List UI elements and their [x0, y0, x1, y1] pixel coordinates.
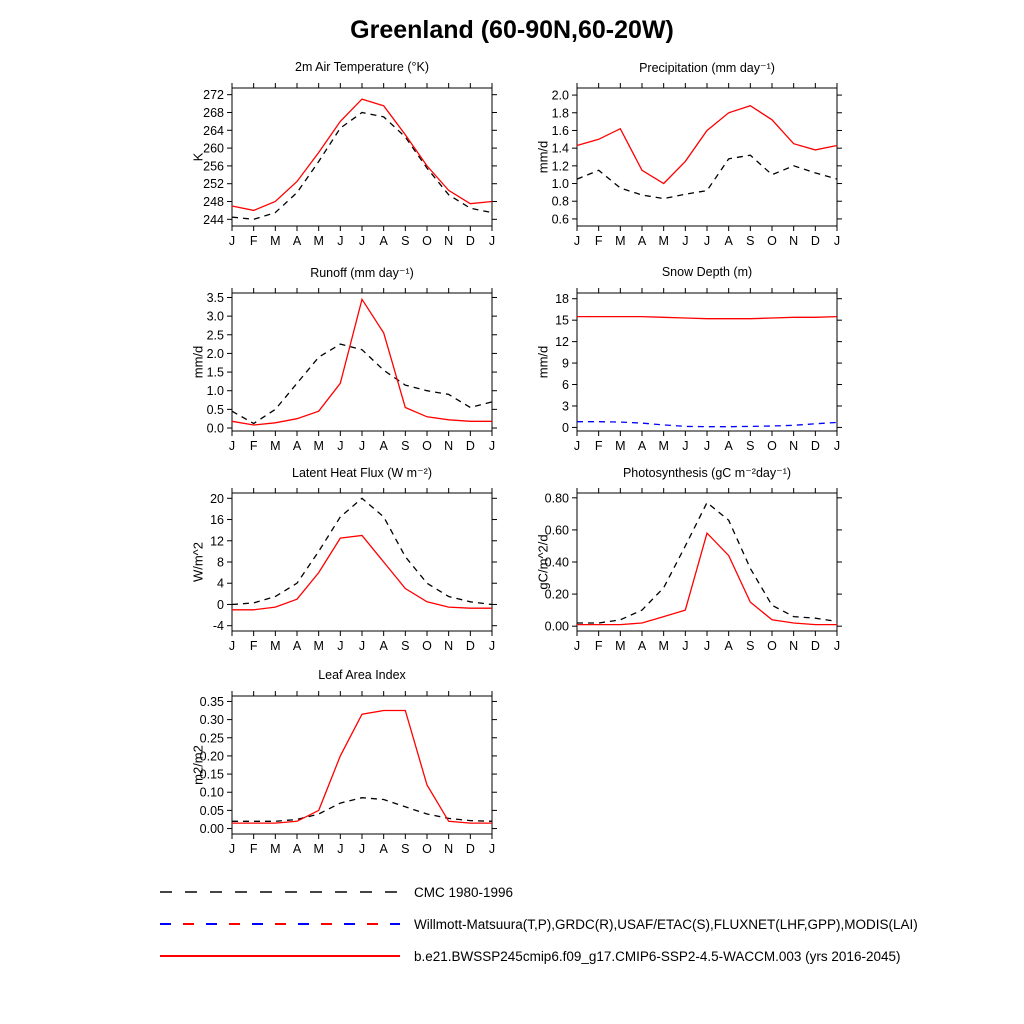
svg-text:A: A [292, 639, 302, 653]
svg-text:0.05: 0.05 [199, 803, 224, 818]
svg-text:F: F [594, 639, 603, 653]
svg-text:J: J [228, 439, 236, 453]
svg-text:M: M [313, 639, 324, 653]
svg-text:1.4: 1.4 [551, 141, 569, 156]
svg-text:264: 264 [203, 123, 224, 138]
y-axis-label: K [190, 152, 206, 162]
panel-photosynthesis [527, 465, 857, 665]
svg-text:M: M [270, 842, 281, 856]
svg-text:A: A [724, 439, 733, 453]
svg-text:J: J [228, 842, 236, 856]
svg-text:F: F [249, 639, 258, 653]
svg-text:A: A [724, 234, 733, 248]
legend-line-sample [160, 923, 400, 925]
svg-text:8: 8 [217, 555, 224, 570]
svg-text:0.8: 0.8 [551, 194, 569, 209]
svg-text:M: M [615, 439, 626, 453]
svg-text:J: J [573, 439, 581, 453]
y-axis-label: mm/d [190, 345, 206, 379]
legend-item-observations [160, 908, 918, 940]
svg-text:J: J [682, 639, 689, 653]
svg-text:J: J [833, 234, 841, 248]
svg-text:A: A [292, 439, 302, 453]
svg-text:0.30: 0.30 [199, 713, 224, 728]
svg-text:O: O [767, 639, 777, 653]
svg-text:0.35: 0.35 [199, 694, 224, 709]
chart-title: Latent Heat Flux (W m⁻²) [292, 466, 432, 480]
svg-text:J: J [358, 842, 366, 856]
svg-text:3: 3 [562, 399, 569, 414]
svg-text:A: A [379, 842, 388, 856]
plot-latent-heat-flux [182, 485, 502, 660]
svg-text:-4: -4 [212, 619, 224, 634]
svg-text:6: 6 [562, 378, 569, 393]
svg-text:0.10: 0.10 [199, 785, 224, 800]
chart-title: Runoff (mm day⁻¹) [310, 266, 414, 280]
legend-label: Willmott-Matsuura(T,P),GRDC(R),USAF/ETAC(S),FLUXNET(LHF,GPP),MODIS(LAI) [414, 916, 918, 932]
legend-label: b.e21.BWSSP245cmip6.f09_g17.CMIP6-SSP2-4.5-WACCM.003 (yrs 2016-2045) [414, 948, 901, 964]
svg-text:J: J [833, 639, 841, 653]
y-axis-label: m2/m2 [190, 745, 206, 785]
svg-text:J: J [337, 234, 344, 248]
svg-text:0.00: 0.00 [544, 619, 569, 634]
svg-text:0: 0 [562, 420, 569, 435]
svg-text:0.80: 0.80 [544, 491, 569, 506]
svg-text:F: F [594, 439, 603, 453]
svg-text:2.0: 2.0 [551, 88, 569, 103]
svg-text:J: J [833, 439, 841, 453]
svg-text:J: J [682, 234, 689, 248]
svg-text:M: M [270, 639, 281, 653]
svg-text:J: J [573, 639, 581, 653]
svg-text:N: N [789, 439, 799, 453]
plot-precipitation [527, 80, 847, 255]
svg-text:O: O [422, 639, 432, 653]
svg-text:J: J [337, 842, 344, 856]
svg-text:O: O [422, 234, 432, 248]
svg-text:J: J [682, 439, 689, 453]
svg-text:J: J [228, 234, 236, 248]
svg-text:256: 256 [203, 159, 224, 174]
svg-text:252: 252 [203, 177, 224, 192]
svg-text:D: D [810, 234, 820, 248]
svg-text:M: M [658, 639, 669, 653]
svg-text:O: O [422, 842, 432, 856]
svg-text:M: M [270, 234, 281, 248]
svg-text:S: S [746, 234, 755, 248]
svg-text:S: S [401, 639, 410, 653]
svg-text:D: D [465, 234, 475, 248]
svg-text:N: N [444, 234, 454, 248]
svg-text:4: 4 [217, 576, 224, 591]
panel-leaf-area-index [182, 668, 512, 868]
legend-line-sample [160, 891, 400, 893]
y-axis-label: mm/d [535, 140, 551, 174]
svg-text:J: J [488, 234, 496, 248]
panel-precipitation [527, 60, 857, 260]
svg-text:S: S [401, 439, 410, 453]
svg-text:N: N [789, 639, 799, 653]
legend-label: CMC 1980-1996 [414, 884, 514, 900]
svg-text:O: O [767, 439, 777, 453]
svg-text:1.2: 1.2 [551, 159, 569, 174]
svg-text:244: 244 [203, 212, 224, 227]
legend-item-cmc [160, 876, 918, 908]
svg-text:S: S [401, 842, 410, 856]
svg-text:J: J [703, 234, 711, 248]
svg-text:M: M [270, 439, 281, 453]
plot-2m-air-temperature [182, 80, 502, 255]
svg-text:F: F [594, 234, 603, 248]
svg-text:1.5: 1.5 [206, 365, 224, 380]
svg-text:J: J [228, 639, 236, 653]
svg-text:12: 12 [555, 335, 569, 350]
chart-title: Snow Depth (m) [661, 265, 753, 279]
svg-text:J: J [337, 639, 344, 653]
panel-latent-heat-flux [182, 465, 512, 665]
plot-photosynthesis [527, 485, 847, 660]
svg-text:A: A [292, 842, 302, 856]
svg-text:A: A [637, 234, 647, 248]
svg-text:260: 260 [203, 141, 224, 156]
svg-text:N: N [444, 639, 454, 653]
svg-text:N: N [789, 234, 799, 248]
svg-text:D: D [810, 639, 820, 653]
svg-text:15: 15 [555, 313, 569, 328]
svg-text:J: J [358, 639, 366, 653]
y-axis-label: mm/d [535, 345, 551, 379]
panel-2m-air-temperature [182, 60, 512, 260]
svg-text:J: J [488, 639, 496, 653]
plot-snow-depth [527, 285, 847, 460]
svg-text:J: J [703, 639, 711, 653]
svg-text:D: D [465, 842, 475, 856]
svg-text:2.5: 2.5 [206, 328, 224, 343]
svg-text:M: M [615, 234, 626, 248]
svg-text:A: A [379, 439, 388, 453]
svg-text:D: D [810, 439, 820, 453]
svg-text:F: F [249, 842, 258, 856]
svg-text:0: 0 [217, 597, 224, 612]
svg-text:0.0: 0.0 [206, 421, 224, 436]
svg-text:J: J [488, 439, 496, 453]
svg-text:A: A [724, 639, 733, 653]
svg-text:3.0: 3.0 [206, 309, 224, 324]
svg-text:J: J [488, 842, 496, 856]
svg-text:3.5: 3.5 [206, 290, 224, 305]
chart-title: Leaf Area Index [318, 668, 406, 682]
svg-text:A: A [292, 234, 302, 248]
svg-text:M: M [313, 439, 324, 453]
svg-text:A: A [637, 639, 647, 653]
svg-text:0.5: 0.5 [206, 402, 224, 417]
svg-text:0.60: 0.60 [544, 523, 569, 538]
svg-text:S: S [746, 439, 755, 453]
svg-text:0.20: 0.20 [544, 587, 569, 602]
svg-text:A: A [637, 439, 647, 453]
svg-text:18: 18 [555, 292, 569, 307]
svg-text:M: M [658, 234, 669, 248]
svg-text:J: J [573, 234, 581, 248]
svg-text:1.8: 1.8 [551, 106, 569, 121]
svg-text:S: S [401, 234, 410, 248]
panel-runoff [182, 265, 512, 465]
svg-text:S: S [746, 639, 755, 653]
svg-text:M: M [313, 842, 324, 856]
y-axis-label: gC/m^2/d [535, 534, 551, 590]
svg-text:D: D [465, 439, 475, 453]
svg-text:N: N [444, 439, 454, 453]
svg-text:D: D [465, 639, 475, 653]
chart-title: 2m Air Temperature (°K) [295, 60, 429, 74]
svg-text:0.25: 0.25 [199, 731, 224, 746]
svg-text:272: 272 [203, 88, 224, 103]
y-axis-label: W/m^2 [190, 541, 206, 583]
svg-text:M: M [313, 234, 324, 248]
svg-text:1.0: 1.0 [551, 177, 569, 192]
svg-text:0.20: 0.20 [199, 749, 224, 764]
svg-text:9: 9 [562, 356, 569, 371]
svg-text:0.40: 0.40 [544, 555, 569, 570]
svg-text:O: O [767, 234, 777, 248]
svg-text:F: F [249, 234, 258, 248]
svg-text:M: M [658, 439, 669, 453]
svg-text:16: 16 [210, 513, 224, 528]
svg-text:M: M [615, 639, 626, 653]
svg-text:20: 20 [210, 491, 224, 506]
svg-text:1.6: 1.6 [551, 123, 569, 138]
page-title: Greenland (60-90N,60-20W) [350, 16, 674, 44]
svg-text:F: F [249, 439, 258, 453]
svg-text:J: J [358, 234, 366, 248]
plot-runoff [182, 285, 502, 460]
svg-text:0.00: 0.00 [199, 822, 224, 837]
legend [160, 876, 918, 972]
chart-title: Precipitation (mm day⁻¹) [639, 61, 775, 75]
svg-text:A: A [379, 639, 388, 653]
svg-text:O: O [422, 439, 432, 453]
svg-text:J: J [703, 439, 711, 453]
chart-title: Photosynthesis (gC m⁻²day⁻¹) [622, 466, 792, 480]
svg-text:0.6: 0.6 [551, 212, 569, 227]
svg-text:A: A [379, 234, 388, 248]
legend-line-sample [160, 955, 400, 957]
svg-text:J: J [337, 439, 344, 453]
svg-text:J: J [358, 439, 366, 453]
panel-snow-depth [527, 265, 857, 465]
svg-text:12: 12 [210, 534, 224, 549]
legend-item-model-run [160, 940, 918, 972]
plot-leaf-area-index [182, 688, 502, 863]
svg-text:N: N [444, 842, 454, 856]
svg-text:2.0: 2.0 [206, 346, 224, 361]
svg-text:0.15: 0.15 [199, 767, 224, 782]
svg-text:248: 248 [203, 195, 224, 210]
svg-text:1.0: 1.0 [206, 384, 224, 399]
svg-text:268: 268 [203, 105, 224, 120]
